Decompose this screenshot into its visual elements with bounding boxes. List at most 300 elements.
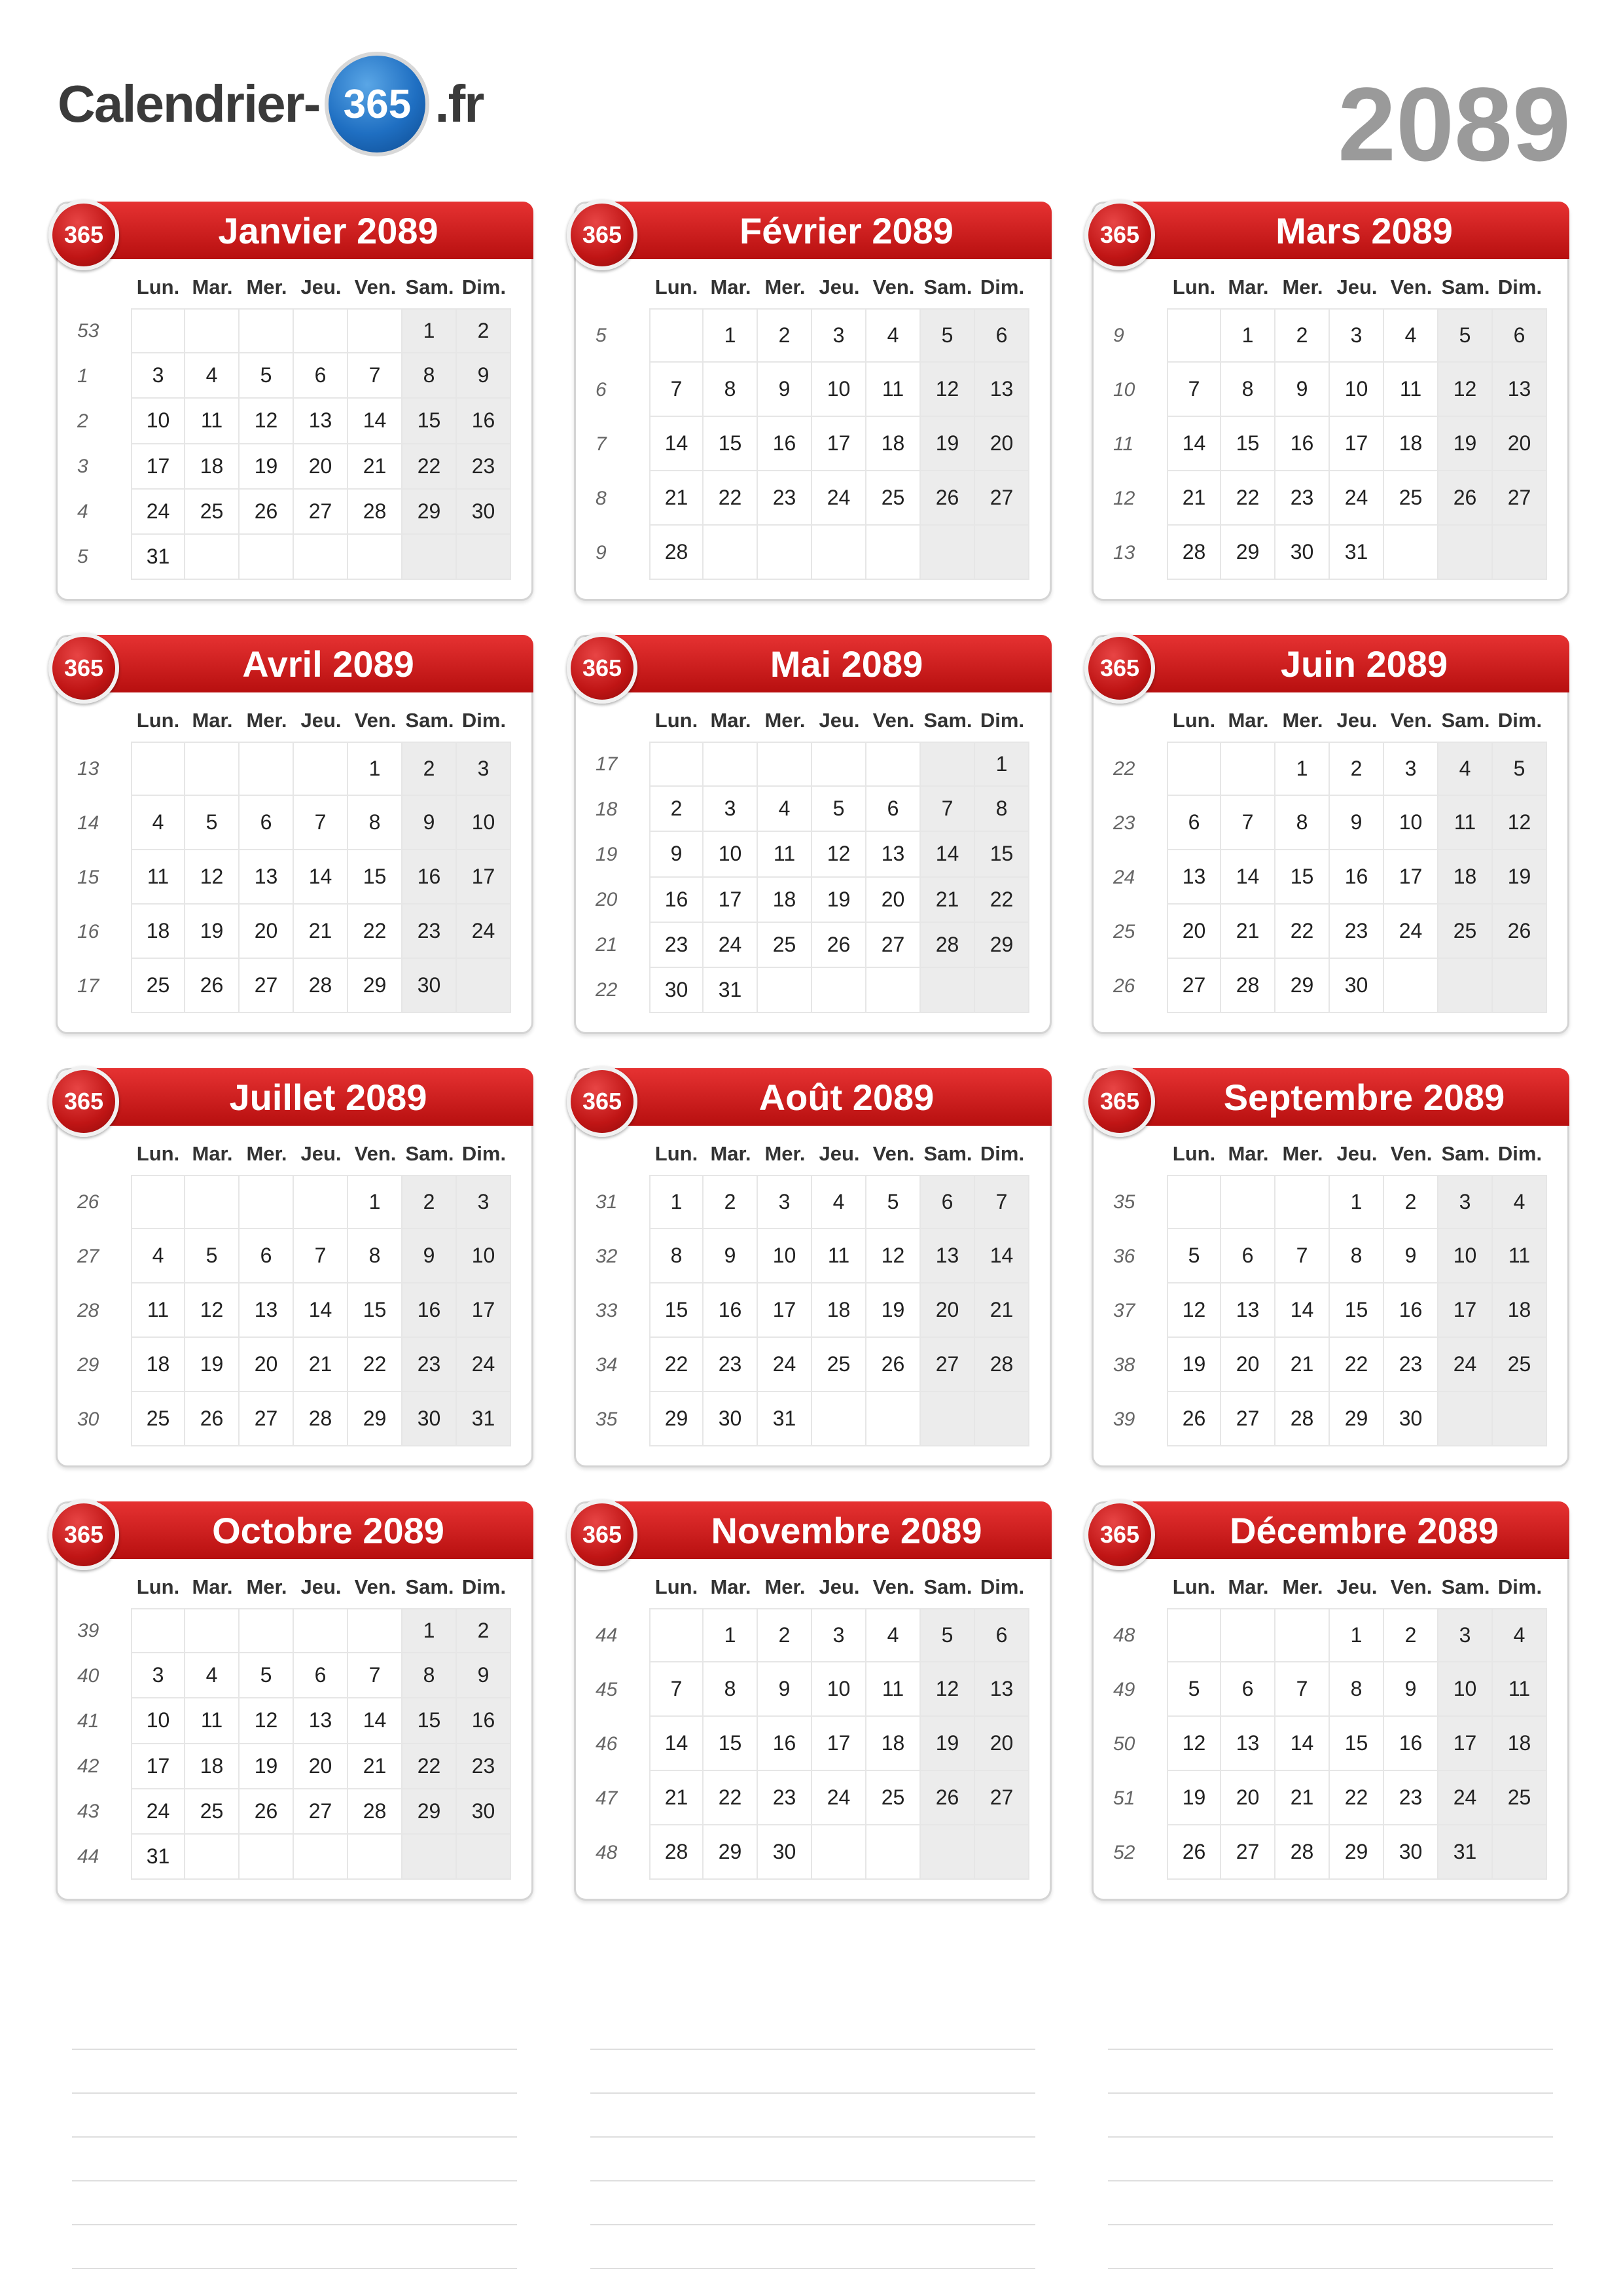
weekday-label: Ven. (1390, 1142, 1433, 1165)
day-cell: 1 (402, 308, 457, 353)
week-number: 5 (77, 546, 88, 568)
week-row (1167, 850, 1547, 905)
month-title: Février 2089 (740, 209, 954, 251)
day-cell (348, 1608, 402, 1653)
day-cell: 26 (185, 1392, 240, 1446)
weekday-label: Jeu. (819, 276, 860, 298)
day-cell (649, 308, 704, 363)
week-row (1167, 1229, 1547, 1283)
month-header (1133, 1068, 1569, 1126)
day-cell (240, 1175, 294, 1229)
weekday-label: Lun. (1172, 709, 1216, 732)
week-row (131, 959, 511, 1013)
day-cell: 7 (348, 1653, 402, 1698)
day-cell: 12 (240, 399, 294, 444)
day-cell: 7 (294, 1229, 348, 1283)
day-cell: 20 (866, 878, 921, 923)
weekday-label: Lun. (1172, 1142, 1216, 1165)
weekday-label: Dim. (980, 709, 1025, 732)
day-cell: 22 (348, 905, 402, 959)
day-cell: 2 (649, 787, 704, 832)
day-cell: 5 (240, 1653, 294, 1698)
weekday-label: Mar. (710, 1142, 751, 1165)
day-cell: 19 (1493, 850, 1547, 905)
day-cell: 29 (348, 1392, 402, 1446)
logo-prefix: Calendrier- (58, 75, 320, 133)
weekday-label: Mar. (1228, 1142, 1269, 1165)
day-cell (294, 742, 348, 796)
day-cell: 14 (649, 417, 704, 471)
day-cell: 11 (812, 1229, 866, 1283)
day-cell (1438, 1392, 1493, 1446)
day-cell (812, 526, 866, 580)
day-cell: 29 (402, 490, 457, 535)
day-cell (812, 742, 866, 787)
day-cell: 2 (1330, 742, 1384, 796)
day-cell: 6 (1493, 308, 1547, 363)
week-number: 13 (1113, 541, 1135, 564)
weekday-label: Ven. (872, 1142, 915, 1165)
day-cell: 6 (921, 1175, 975, 1229)
day-cell: 30 (1330, 959, 1384, 1013)
week-number: 44 (596, 1624, 618, 1646)
day-cell: 28 (294, 959, 348, 1013)
day-cell: 8 (1330, 1662, 1384, 1717)
day-cell: 2 (704, 1175, 758, 1229)
day-cell: 10 (1384, 796, 1438, 850)
week-number: 15 (77, 866, 99, 888)
day-cell: 2 (758, 1608, 812, 1662)
week-number: 49 (1113, 1678, 1135, 1700)
week-row (1167, 1175, 1547, 1229)
day-cell: 14 (1275, 1717, 1330, 1771)
weekday-label: Ven. (1390, 276, 1433, 298)
week-number: 9 (1113, 324, 1124, 346)
week-row (131, 1698, 511, 1744)
weekday-label: Jeu. (300, 1142, 342, 1165)
week-number: 33 (596, 1299, 618, 1321)
day-cell: 26 (1438, 471, 1493, 526)
week-row (1167, 1771, 1547, 1825)
day-cell: 29 (649, 1392, 704, 1446)
day-cell: 11 (131, 1283, 185, 1338)
day-cell: 14 (1167, 417, 1221, 471)
day-cell: 23 (758, 471, 812, 526)
day-cell (1493, 1392, 1547, 1446)
week-number: 13 (77, 757, 99, 780)
day-cell: 19 (240, 1744, 294, 1789)
day-cell: 2 (402, 742, 457, 796)
day-cell: 11 (185, 1698, 240, 1744)
weekday-label: Sam. (923, 709, 972, 732)
day-cell: 31 (758, 1392, 812, 1446)
week-row (649, 1717, 1029, 1771)
weekday-label: Mer. (764, 709, 806, 732)
weekday-label: Jeu. (1336, 276, 1378, 298)
day-cell: 15 (1221, 417, 1275, 471)
day-cell: 13 (975, 363, 1029, 417)
day-cell (240, 742, 294, 796)
day-cell: 10 (1438, 1662, 1493, 1717)
day-cell: 5 (921, 308, 975, 363)
day-cell: 4 (1493, 1175, 1547, 1229)
week-number: 26 (1113, 975, 1135, 997)
week-row (1167, 796, 1547, 850)
day-cell: 7 (1221, 796, 1275, 850)
day-cell: 12 (1493, 796, 1547, 850)
week-number: 28 (77, 1299, 99, 1321)
day-cell: 3 (812, 1608, 866, 1662)
day-cell (812, 1825, 866, 1880)
day-cell: 20 (1493, 417, 1547, 471)
day-grid (1167, 308, 1547, 580)
day-cell: 15 (704, 417, 758, 471)
weekday-label: Sam. (923, 1142, 972, 1165)
weekday-label: Ven. (1390, 1575, 1433, 1598)
day-cell: 12 (185, 850, 240, 905)
week-row (649, 968, 1029, 1013)
month-header (615, 635, 1052, 692)
week-number: 8 (596, 487, 607, 509)
day-cell: 7 (294, 796, 348, 850)
note-line (72, 2225, 517, 2269)
day-cell (1493, 1825, 1547, 1880)
day-cell: 20 (1221, 1771, 1275, 1825)
day-cell: 7 (921, 787, 975, 832)
week-row (649, 1338, 1029, 1392)
day-cell: 26 (866, 1338, 921, 1392)
week-numbers (1094, 1175, 1167, 1446)
day-cell: 21 (294, 1338, 348, 1392)
day-cell (185, 1608, 240, 1653)
day-cell: 29 (1330, 1392, 1384, 1446)
day-cell: 6 (975, 1608, 1029, 1662)
weekday-label: Mar. (192, 276, 233, 298)
day-cell: 21 (1275, 1338, 1330, 1392)
day-cell: 25 (131, 959, 185, 1013)
day-cell: 14 (975, 1229, 1029, 1283)
day-cell: 4 (131, 796, 185, 850)
day-cell (185, 1175, 240, 1229)
weekday-label: Lun. (1172, 276, 1216, 298)
week-number: 24 (1113, 866, 1135, 888)
day-cell: 24 (1438, 1771, 1493, 1825)
week-numbers (58, 742, 131, 1013)
notes-lines (72, 2006, 517, 2269)
week-row (1167, 1338, 1547, 1392)
day-cell: 28 (1167, 526, 1221, 580)
day-cell: 5 (1438, 308, 1493, 363)
day-cell: 2 (457, 1608, 511, 1653)
week-row (1167, 959, 1547, 1013)
month-card (56, 635, 533, 1034)
day-cell: 20 (921, 1283, 975, 1338)
site-logo (58, 48, 483, 160)
day-cell: 24 (131, 490, 185, 535)
day-cell: 21 (1275, 1771, 1330, 1825)
day-cell: 9 (457, 1653, 511, 1698)
weekday-label: Sam. (1441, 1142, 1490, 1165)
day-cell: 3 (457, 1175, 511, 1229)
day-cell: 13 (1167, 850, 1221, 905)
day-cell: 21 (348, 1744, 402, 1789)
day-cell: 2 (1275, 308, 1330, 363)
day-cell (131, 742, 185, 796)
weekday-label: Jeu. (1336, 1142, 1378, 1165)
day-cell: 12 (921, 1662, 975, 1717)
day-cell (240, 1608, 294, 1653)
week-row (131, 308, 511, 353)
day-cell (1275, 1175, 1330, 1229)
day-grid (131, 742, 511, 1013)
week-row (1167, 417, 1547, 471)
day-cell (240, 535, 294, 580)
day-cell: 21 (1167, 471, 1221, 526)
day-cell: 11 (1493, 1229, 1547, 1283)
weekday-label: Sam. (923, 1575, 972, 1598)
day-cell: 16 (402, 1283, 457, 1338)
weekday-label: Mer. (764, 276, 806, 298)
day-cell: 14 (348, 1698, 402, 1744)
week-number: 20 (596, 889, 618, 911)
day-cell (457, 1835, 511, 1880)
day-cell: 16 (758, 1717, 812, 1771)
week-row (649, 923, 1029, 968)
day-cell (294, 1608, 348, 1653)
week-row (1167, 742, 1547, 796)
day-cell: 7 (1275, 1229, 1330, 1283)
week-row (649, 1392, 1029, 1446)
day-cell: 26 (1167, 1825, 1221, 1880)
week-number: 22 (1113, 757, 1135, 780)
day-cell: 13 (1493, 363, 1547, 417)
month-title: Janvier 2089 (218, 209, 438, 251)
weekday-header (131, 1142, 511, 1166)
day-cell: 23 (1384, 1338, 1438, 1392)
weekday-label: Sam. (405, 1142, 454, 1165)
weekday-header (131, 1575, 511, 1599)
day-cell: 18 (866, 417, 921, 471)
week-number: 26 (77, 1191, 99, 1213)
week-row (649, 832, 1029, 877)
day-cell: 2 (1384, 1608, 1438, 1662)
weekday-label: Jeu. (300, 1575, 342, 1598)
day-cell: 4 (812, 1175, 866, 1229)
365-badge-icon: 365 (1084, 633, 1155, 704)
day-cell (348, 308, 402, 353)
day-cell: 1 (1221, 308, 1275, 363)
day-cell: 10 (812, 363, 866, 417)
week-numbers (58, 1175, 131, 1446)
week-number: 16 (77, 920, 99, 942)
day-cell: 20 (240, 1338, 294, 1392)
day-cell: 30 (758, 1825, 812, 1880)
day-cell: 19 (866, 1283, 921, 1338)
day-cell: 16 (758, 417, 812, 471)
month-card (1092, 1501, 1569, 1901)
week-row (131, 850, 511, 905)
day-cell: 16 (1275, 417, 1330, 471)
day-cell: 4 (131, 1229, 185, 1283)
day-cell: 4 (185, 353, 240, 399)
day-cell: 16 (1384, 1717, 1438, 1771)
day-cell: 28 (649, 526, 704, 580)
day-cell: 12 (1167, 1283, 1221, 1338)
day-cell: 12 (1438, 363, 1493, 417)
day-cell: 8 (704, 1662, 758, 1717)
weekday-label: Mer. (246, 276, 287, 298)
day-grid (1167, 1175, 1547, 1446)
week-number: 46 (596, 1732, 618, 1755)
week-row (1167, 471, 1547, 526)
day-cell: 13 (1221, 1283, 1275, 1338)
day-cell: 19 (240, 444, 294, 490)
day-cell: 15 (1330, 1717, 1384, 1771)
day-cell: 25 (758, 923, 812, 968)
day-cell: 21 (921, 878, 975, 923)
day-cell: 7 (649, 363, 704, 417)
note-line (1108, 2225, 1553, 2269)
day-cell: 21 (348, 444, 402, 490)
day-cell: 18 (131, 905, 185, 959)
day-cell: 8 (1275, 796, 1330, 850)
day-cell: 2 (402, 1175, 457, 1229)
day-cell: 17 (758, 1283, 812, 1338)
day-cell: 28 (975, 1338, 1029, 1392)
weekday-label: Mer. (246, 1142, 287, 1165)
month-header (1133, 202, 1569, 259)
weekday-label: Dim. (1497, 1142, 1543, 1165)
day-cell: 8 (402, 353, 457, 399)
day-cell (294, 535, 348, 580)
day-cell: 16 (457, 399, 511, 444)
week-row (1167, 1717, 1547, 1771)
week-numbers (576, 1608, 649, 1880)
day-cell: 7 (1167, 363, 1221, 417)
week-number: 48 (1113, 1624, 1135, 1646)
day-cell: 3 (1384, 742, 1438, 796)
day-cell: 9 (758, 1662, 812, 1717)
day-cell: 8 (1221, 363, 1275, 417)
day-cell (921, 968, 975, 1013)
week-row (131, 1229, 511, 1283)
week-number: 19 (596, 843, 618, 865)
day-cell (812, 1392, 866, 1446)
day-cell (185, 308, 240, 353)
day-cell: 26 (240, 490, 294, 535)
week-number: 36 (1113, 1245, 1135, 1267)
week-row (1167, 1392, 1547, 1446)
day-cell: 29 (1330, 1825, 1384, 1880)
day-cell: 23 (457, 444, 511, 490)
week-numbers (58, 308, 131, 580)
week-number: 47 (596, 1787, 618, 1809)
day-cell: 26 (185, 959, 240, 1013)
day-cell: 28 (649, 1825, 704, 1880)
day-cell: 26 (1167, 1392, 1221, 1446)
day-cell (1384, 959, 1438, 1013)
day-cell: 24 (812, 1771, 866, 1825)
note-line (590, 2050, 1035, 2094)
day-cell: 5 (921, 1608, 975, 1662)
weekday-label: Sam. (405, 1575, 454, 1598)
day-cell (1384, 526, 1438, 580)
day-cell (348, 1835, 402, 1880)
day-cell: 3 (758, 1175, 812, 1229)
day-cell: 29 (1221, 526, 1275, 580)
day-cell: 8 (348, 796, 402, 850)
day-cell: 14 (294, 1283, 348, 1338)
week-number: 11 (1113, 433, 1134, 455)
week-row (131, 1653, 511, 1698)
weekday-label: Mar. (710, 276, 751, 298)
weekday-header (131, 276, 511, 299)
day-cell: 30 (402, 959, 457, 1013)
week-number: 6 (596, 378, 607, 401)
day-cell (402, 535, 457, 580)
day-cell: 15 (402, 1698, 457, 1744)
365-badge-icon: 365 (1084, 1499, 1155, 1570)
day-cell: 19 (812, 878, 866, 923)
day-cell: 22 (975, 878, 1029, 923)
week-numbers (1094, 308, 1167, 580)
weekday-label: Ven. (354, 1142, 397, 1165)
day-cell (1438, 959, 1493, 1013)
weekday-label: Jeu. (1336, 1575, 1378, 1598)
day-cell (1167, 1608, 1221, 1662)
day-cell: 14 (1221, 850, 1275, 905)
day-cell (866, 1825, 921, 1880)
day-cell: 1 (402, 1608, 457, 1653)
day-cell: 22 (704, 1771, 758, 1825)
day-cell (240, 308, 294, 353)
week-number: 7 (596, 433, 607, 455)
weekday-label: Mar. (192, 1575, 233, 1598)
day-cell: 20 (1167, 905, 1221, 959)
month-card (56, 1068, 533, 1467)
week-number: 31 (596, 1191, 618, 1213)
week-row (131, 1338, 511, 1392)
day-cell: 23 (758, 1771, 812, 1825)
day-cell: 16 (649, 878, 704, 923)
weekday-label: Mar. (192, 1142, 233, 1165)
day-cell: 5 (185, 796, 240, 850)
day-cell: 9 (402, 796, 457, 850)
weekday-label: Mer. (1282, 709, 1323, 732)
day-cell: 18 (1384, 417, 1438, 471)
day-cell: 29 (704, 1825, 758, 1880)
week-number: 35 (1113, 1191, 1135, 1213)
day-cell: 25 (812, 1338, 866, 1392)
day-cell (921, 1392, 975, 1446)
weekday-label: Mar. (192, 709, 233, 732)
weekday-label: Jeu. (300, 276, 342, 298)
week-number: 25 (1113, 920, 1135, 942)
day-cell: 20 (294, 1744, 348, 1789)
day-cell: 30 (1384, 1825, 1438, 1880)
day-cell: 27 (1221, 1825, 1275, 1880)
week-number: 14 (77, 812, 99, 834)
weekday-label: Ven. (1390, 709, 1433, 732)
day-cell (866, 1392, 921, 1446)
week-number: 23 (1113, 812, 1135, 834)
day-cell: 8 (649, 1229, 704, 1283)
day-cell: 22 (1330, 1771, 1384, 1825)
day-cell: 6 (240, 796, 294, 850)
day-cell (131, 1175, 185, 1229)
day-cell: 15 (348, 850, 402, 905)
day-cell: 17 (1438, 1283, 1493, 1338)
